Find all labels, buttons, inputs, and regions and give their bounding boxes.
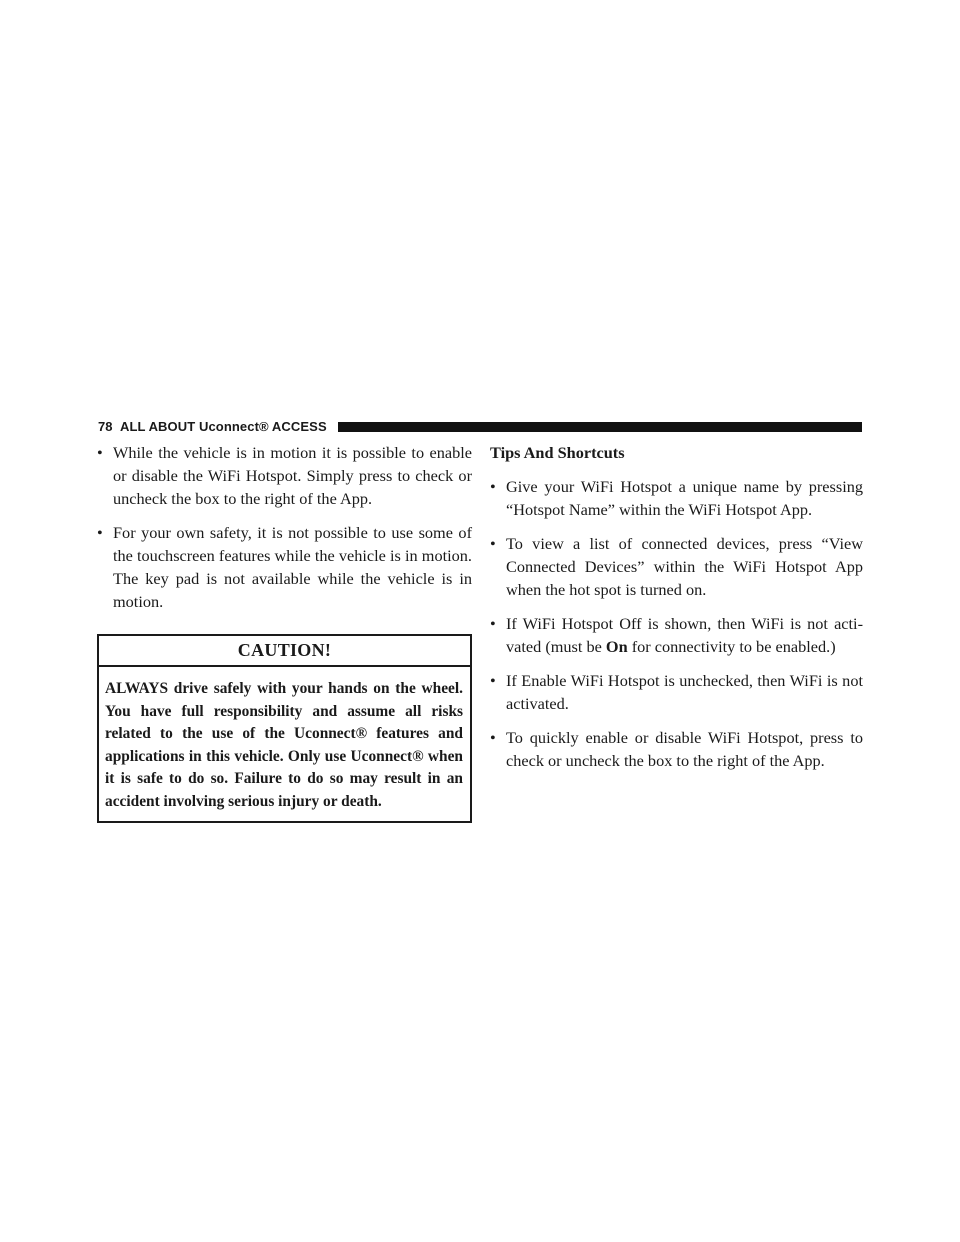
page-number: 78 [98, 419, 113, 434]
bullet-icon: • [490, 614, 496, 633]
list-item [97, 441, 472, 510]
bullet-icon: • [490, 671, 496, 690]
bullet-icon: • [97, 523, 103, 542]
list-item [490, 612, 863, 658]
list-item-text [506, 614, 863, 656]
list-item [490, 532, 863, 601]
list-item [490, 475, 863, 521]
list-item-text: To view a list of connected devices, press “View Connected Devices” within the WiFi Hotspot App when the hot spot is turned on. [506, 534, 863, 599]
left-column [97, 441, 472, 823]
caution-box [97, 634, 472, 823]
right-column [490, 441, 863, 783]
list-item [490, 669, 863, 715]
bullet-icon: • [97, 443, 103, 462]
list-item-text: Give your WiFi Hotspot a unique name by pressing “Hotspot Name” within the WiFi Hotspot App. [506, 477, 863, 519]
caution-title: CAUTION! [99, 636, 470, 667]
list-item-text-part: for connectivity to be enabled.) [627, 637, 836, 656]
emphasis-on: On [605, 637, 628, 656]
section-title: ALL ABOUT Uconnect® ACCESS [120, 419, 327, 434]
list-item-text: For your own safety, it is not possible to use some of the touchscreen features while the vehicle is in motion. The key pad is not available while the vehicle is in motion. [113, 523, 472, 611]
list-item-text: If Enable WiFi Hotspot is unchecked, then WiFi is not activated. [506, 671, 863, 713]
list-item [490, 726, 863, 772]
list-item-text-part: If WiFi Hotspot Off is shown, then WiFi is not acti- vated (must be [506, 614, 863, 656]
page-header [98, 418, 862, 436]
list-item [97, 521, 472, 613]
list-item-text: While the vehicle is in motion it is possible to enable or disable the WiFi Hotspot. Simply press to check or uncheck the box to the right of the App. [113, 443, 472, 508]
section-heading: Tips And Shortcuts [490, 443, 625, 462]
bullet-icon: • [490, 534, 496, 553]
bullet-icon: • [490, 477, 496, 496]
list-item-text: To quickly enable or disable WiFi Hotspot, press to check or uncheck the box to the right of the App. [506, 728, 863, 770]
bullet-icon: • [490, 728, 496, 747]
header-rule [338, 422, 862, 432]
caution-body: ALWAYS drive safely with your hands on the wheel. You have full responsibility and assume all risks related to the use of the Uconnect® features and applications in this vehicle. Only use Uconnect® when it is safe to do so. Failure to do so may result in an accident involving serious injury or death. [105, 680, 463, 810]
